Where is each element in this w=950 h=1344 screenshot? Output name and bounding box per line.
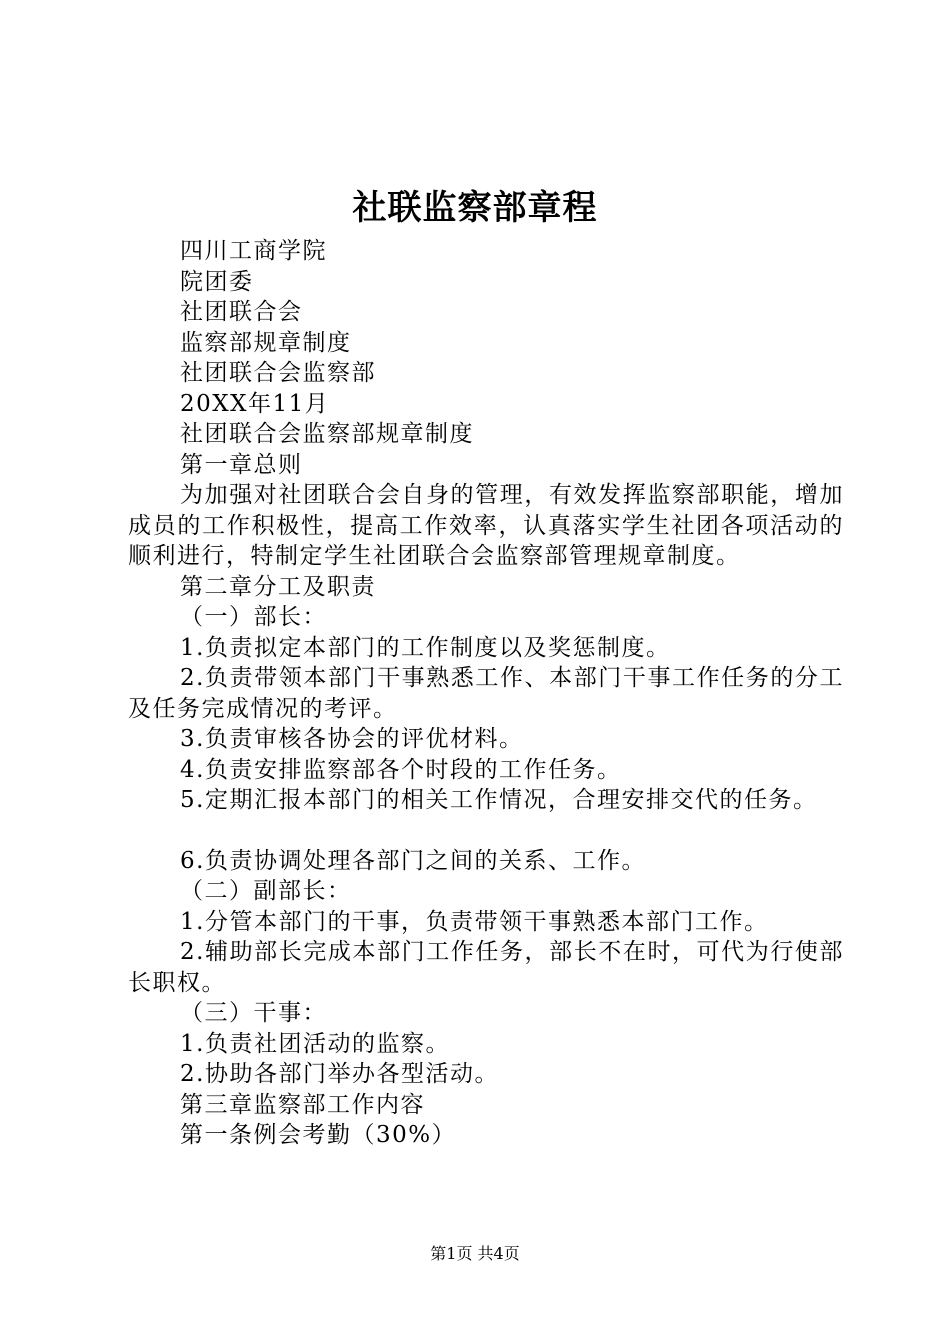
paragraph-union: 社团联合会 bbox=[180, 299, 303, 325]
list-item: 2.协助各部门举办各型活动。 bbox=[180, 1061, 499, 1087]
paragraph-school: 四川工商学院 bbox=[180, 238, 327, 264]
section-heading: （一）部长： bbox=[180, 604, 327, 630]
page-footer: 第1页 共4页 bbox=[430, 1244, 520, 1263]
paragraph-rules-heading: 社团联合会监察部规章制度 bbox=[180, 421, 474, 447]
list-item: 4.负责安排监察部各个时段的工作任务。 bbox=[180, 756, 622, 783]
list-item: 2.负责带领本部门干事熟悉工作、本部门干事工作任务的分工及任务完成情况的考评。 bbox=[128, 665, 844, 722]
chapter-heading: 第一章总则 bbox=[180, 451, 303, 478]
list-item: 1.分管本部门的干事，负责带领干事熟悉本部门工作。 bbox=[180, 908, 769, 935]
section-heading: （三）干事： bbox=[180, 1000, 327, 1026]
paragraph-department: 社团联合会监察部 bbox=[180, 360, 376, 386]
section-heading: （二）副部长： bbox=[180, 878, 352, 904]
paragraph-date: 20XX年11月 bbox=[180, 390, 330, 417]
document-body bbox=[128, 236, 844, 1151]
list-item: 5.定期汇报本部门的相关工作情况，合理安排交代的任务。 bbox=[180, 787, 818, 813]
list-item: 2.辅助部长完成本部门工作任务，部长不在时，可代为行使部长职权。 bbox=[128, 939, 844, 996]
article-heading: 第一条例会考勤（30%） bbox=[180, 1122, 457, 1148]
paragraph-rules-title: 监察部规章制度 bbox=[180, 329, 352, 356]
list-item: 3.负责审核各协会的评优材料。 bbox=[180, 726, 524, 752]
page-title: 社联监察部章程 bbox=[352, 188, 598, 228]
paragraph-purpose: 为加强对社团联合会自身的管理，有效发挥监察部职能，增加成员的工作积极性，提高工作效率，认真落实学生社团各项活动的顺利进行，特制定学生社团联合会监察部管理规章制度。 bbox=[128, 482, 844, 569]
list-item: 1.负责拟定本部门的工作制度以及奖惩制度。 bbox=[180, 634, 671, 661]
paragraph-league-committee: 院团委 bbox=[180, 268, 254, 295]
list-item: 1.负责社团活动的监察。 bbox=[180, 1030, 450, 1057]
list-item: 6.负责协调处理各部门之间的关系、工作。 bbox=[180, 847, 646, 874]
chapter-heading: 第三章监察部工作内容 bbox=[180, 1091, 425, 1118]
chapter-heading: 第二章分工及职责 bbox=[180, 573, 376, 600]
